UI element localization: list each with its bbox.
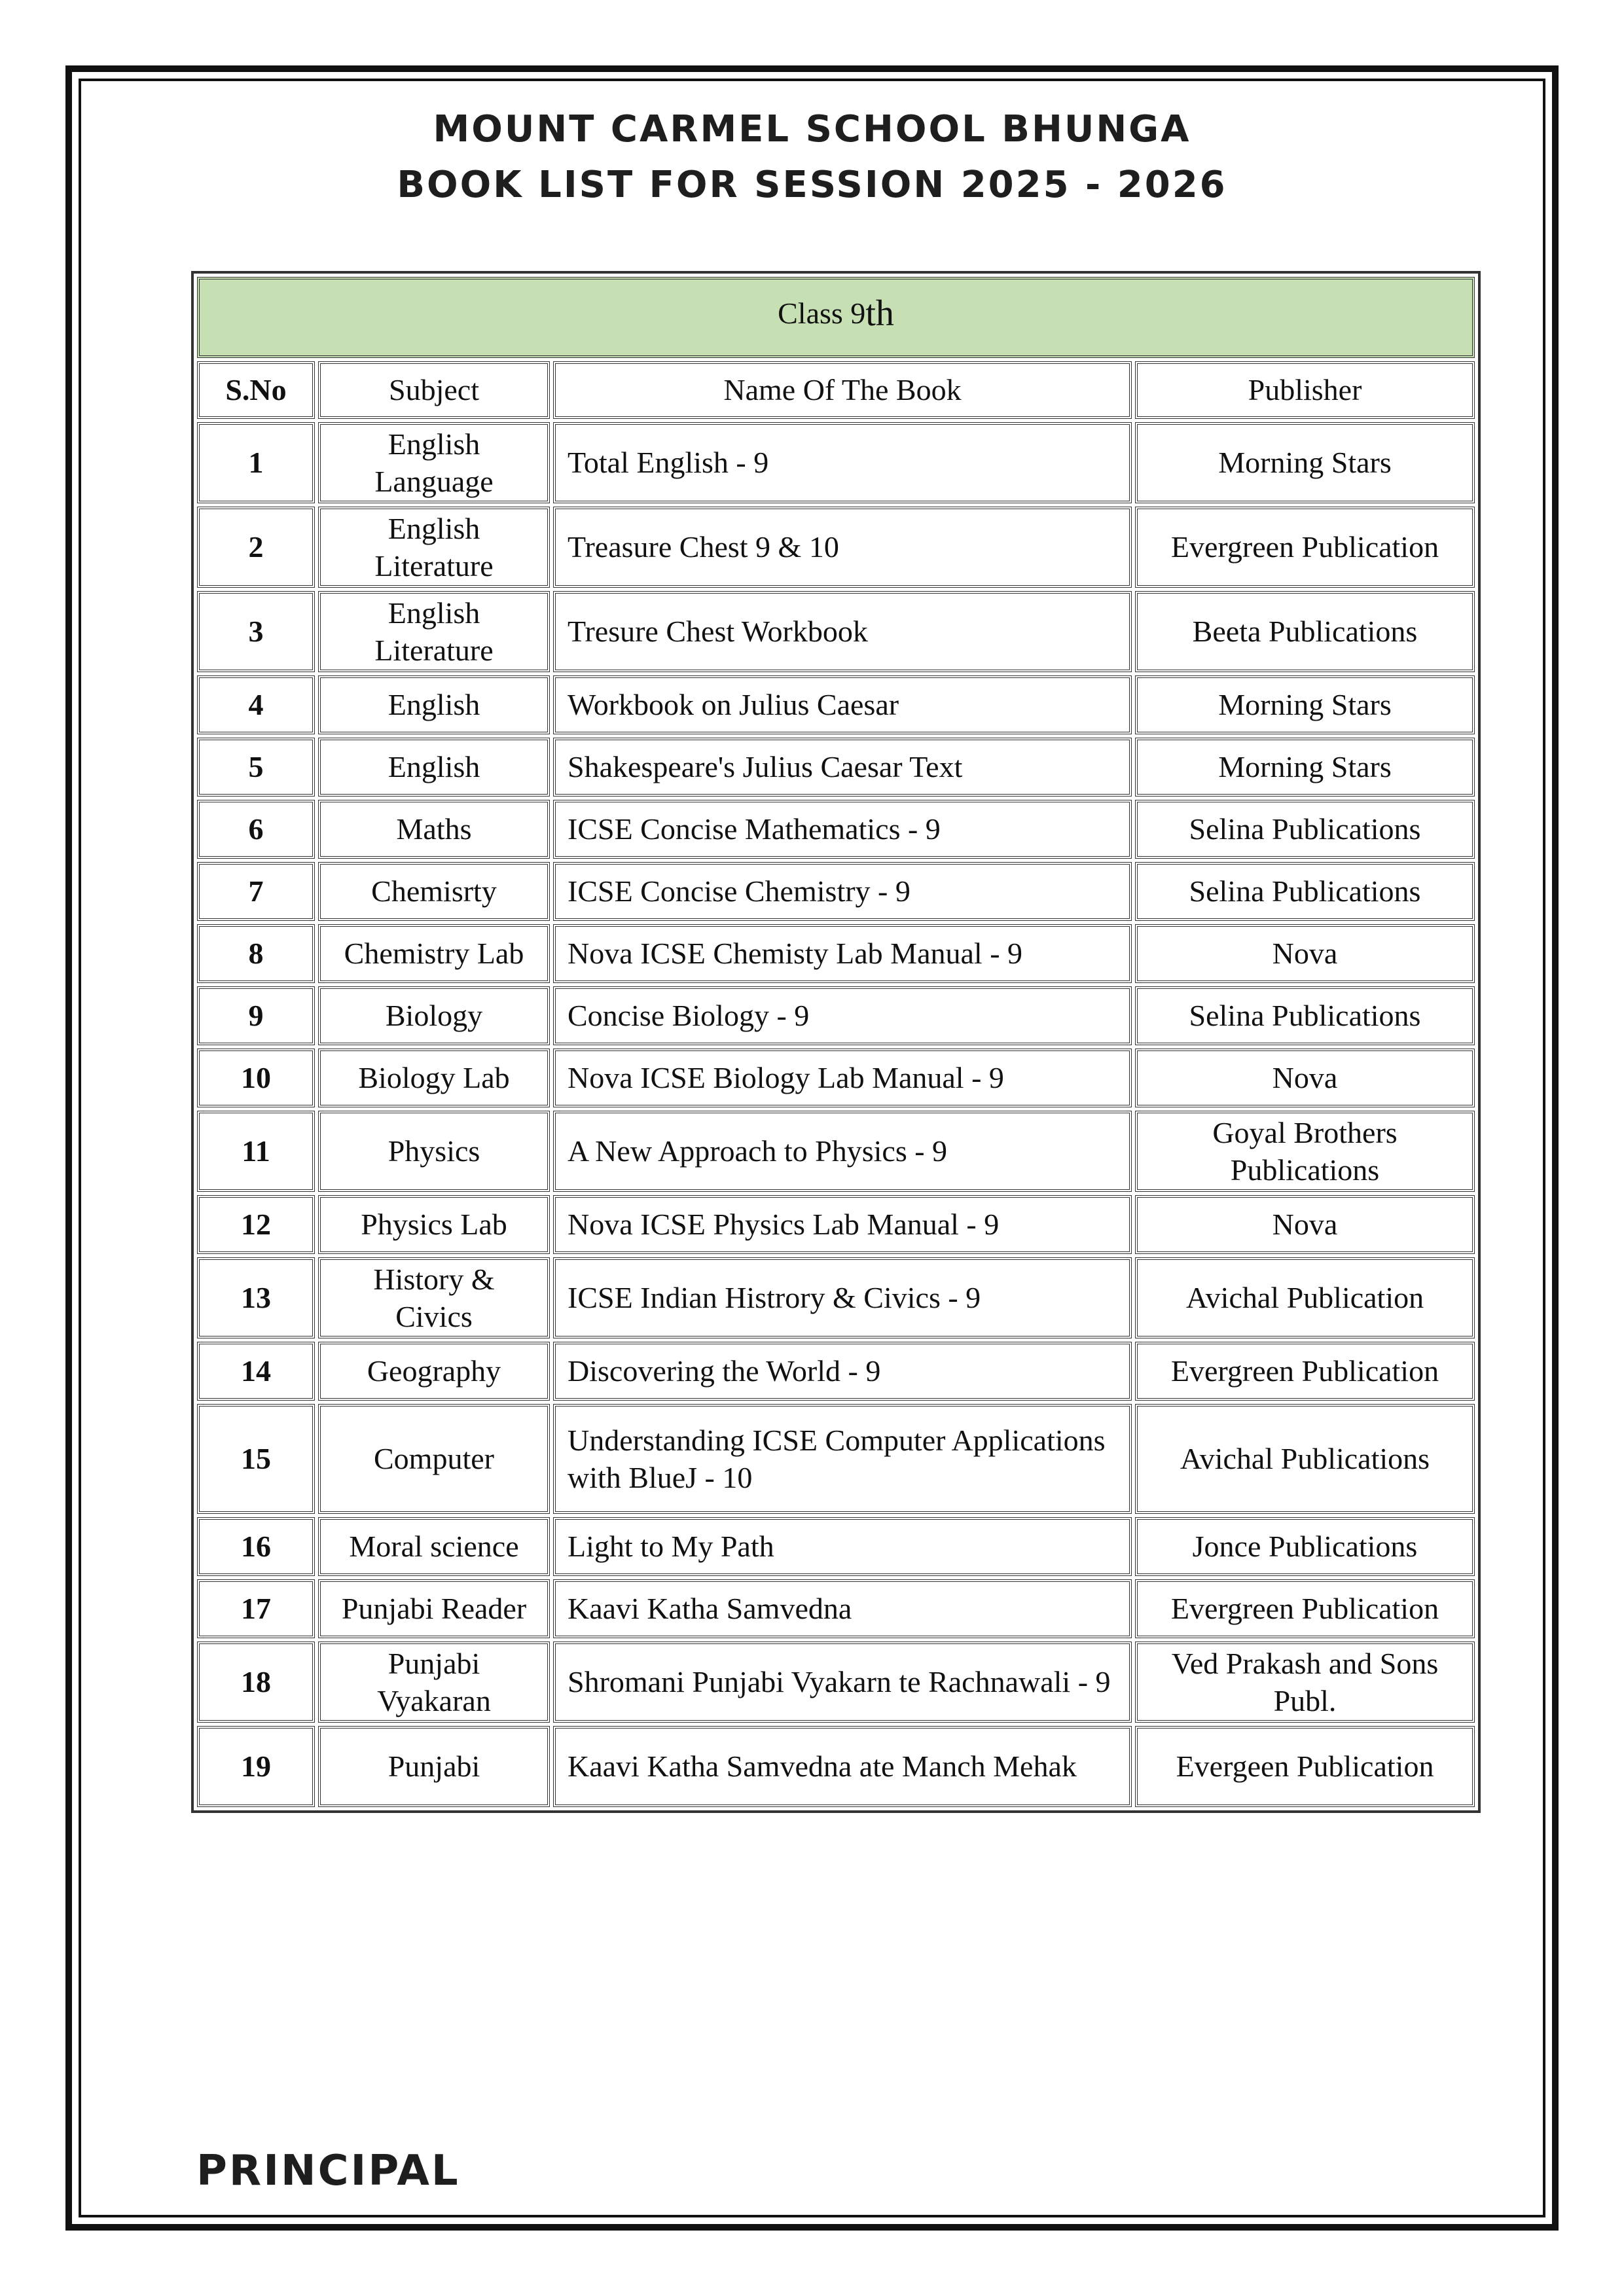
row-subject: English Language <box>318 422 550 503</box>
table-row <box>197 1195 1475 1254</box>
row-subject: Maths <box>318 800 550 859</box>
row-sno: 8 <box>197 924 315 983</box>
class-heading <box>197 277 1475 358</box>
row-subject: Chemisrty <box>318 862 550 921</box>
row-publisher: Nova <box>1135 1049 1475 1107</box>
row-book-name: ICSE Concise Chemistry - 9 <box>553 862 1132 921</box>
row-sno: 4 <box>197 675 315 734</box>
row-publisher: Morning Stars <box>1135 422 1475 503</box>
row-publisher: Selina Publications <box>1135 862 1475 921</box>
row-book-name: Shakespeare's Julius Caesar Text <box>553 738 1132 797</box>
row-subject: Physics Lab <box>318 1195 550 1254</box>
row-book-name: A New Approach to Physics - 9 <box>553 1111 1132 1192</box>
class-header-row <box>197 277 1475 358</box>
table-row <box>197 738 1475 797</box>
row-book-name: Nova ICSE Biology Lab Manual - 9 <box>553 1049 1132 1107</box>
row-publisher: Nova <box>1135 1195 1475 1254</box>
table-row <box>197 1111 1475 1192</box>
row-sno: 16 <box>197 1517 315 1576</box>
table-row <box>197 986 1475 1045</box>
row-subject: Biology Lab <box>318 1049 550 1107</box>
row-sno: 9 <box>197 986 315 1045</box>
row-sno: 12 <box>197 1195 315 1254</box>
row-sno: 2 <box>197 507 315 588</box>
row-subject: Chemistry Lab <box>318 924 550 983</box>
row-publisher: Evergreen Publication <box>1135 507 1475 588</box>
row-subject: Punjabi Vyakaran <box>318 1641 550 1723</box>
table-row <box>197 1579 1475 1638</box>
row-sno: 1 <box>197 422 315 503</box>
table-row <box>197 507 1475 588</box>
row-publisher: Evergeen Publication <box>1135 1726 1475 1807</box>
table-row <box>197 591 1475 672</box>
row-sno: 6 <box>197 800 315 859</box>
row-publisher: Avichal Publication <box>1135 1257 1475 1338</box>
column-header-sno: S.No <box>197 361 315 419</box>
row-subject: Moral science <box>318 1517 550 1576</box>
row-publisher: Evergreen Publication <box>1135 1342 1475 1401</box>
row-publisher: Selina Publications <box>1135 800 1475 859</box>
row-publisher: Selina Publications <box>1135 986 1475 1045</box>
table-row <box>197 1342 1475 1401</box>
column-header-publisher: Publisher <box>1135 361 1475 419</box>
row-publisher: Morning Stars <box>1135 675 1475 734</box>
class-label: Class 9 <box>778 296 866 330</box>
row-sno: 19 <box>197 1726 315 1807</box>
row-book-name: Nova ICSE Physics Lab Manual - 9 <box>553 1195 1132 1254</box>
row-subject: English <box>318 675 550 734</box>
row-subject: Geography <box>318 1342 550 1401</box>
row-book-name: Kaavi Katha Samvedna ate Manch Mehak <box>553 1726 1132 1807</box>
row-publisher: Avichal Publications <box>1135 1404 1475 1514</box>
row-book-name: Shromani Punjabi Vyakarn te Rachnawali - 9 <box>553 1641 1132 1723</box>
row-subject: Computer <box>318 1404 550 1514</box>
table-row <box>197 924 1475 983</box>
row-subject: Biology <box>318 986 550 1045</box>
row-book-name: Understanding ICSE Computer Applications with BlueJ - 10 <box>553 1404 1132 1514</box>
row-sno: 5 <box>197 738 315 797</box>
row-sno: 15 <box>197 1404 315 1514</box>
row-book-name: Total English - 9 <box>553 422 1132 503</box>
row-book-name: Tresure Chest Workbook <box>553 591 1132 672</box>
row-book-name: ICSE Indian Histrory & Civics - 9 <box>553 1257 1132 1338</box>
row-publisher: Beeta Publications <box>1135 591 1475 672</box>
principal-signature-label: PRINCIPAL <box>196 2147 460 2195</box>
row-sno: 14 <box>197 1342 315 1401</box>
column-header-book: Name Of The Book <box>553 361 1132 419</box>
row-subject: Punjabi Reader <box>318 1579 550 1638</box>
row-book-name: ICSE Concise Mathematics - 9 <box>553 800 1132 859</box>
row-sno: 3 <box>197 591 315 672</box>
row-subject: English <box>318 738 550 797</box>
row-publisher: Jonce Publications <box>1135 1517 1475 1576</box>
column-header-subject: Subject <box>318 361 550 419</box>
table-row <box>197 800 1475 859</box>
table-row <box>197 1404 1475 1514</box>
row-book-name: Discovering the World - 9 <box>553 1342 1132 1401</box>
column-header-row <box>197 361 1475 419</box>
table-row <box>197 1726 1475 1807</box>
school-name: MOUNT CARMEL SCHOOL BHUNGA <box>433 108 1191 151</box>
table-row <box>197 1257 1475 1338</box>
row-subject: Punjabi <box>318 1726 550 1807</box>
class-suffix: th <box>865 293 894 334</box>
table-row <box>197 675 1475 734</box>
row-sno: 17 <box>197 1579 315 1638</box>
row-sno: 10 <box>197 1049 315 1107</box>
row-publisher: Evergreen Publication <box>1135 1579 1475 1638</box>
row-subject: English Literature <box>318 507 550 588</box>
row-publisher: Goyal Brothers Publications <box>1135 1111 1475 1192</box>
row-sno: 11 <box>197 1111 315 1192</box>
row-book-name: Workbook on Julius Caesar <box>553 675 1132 734</box>
table-row <box>197 1641 1475 1723</box>
row-book-name: Concise Biology - 9 <box>553 986 1132 1045</box>
row-publisher: Ved Prakash and Sons Publ. <box>1135 1641 1475 1723</box>
row-publisher: Morning Stars <box>1135 738 1475 797</box>
row-subject: English Literature <box>318 591 550 672</box>
table-row <box>197 1049 1475 1107</box>
row-book-name: Light to My Path <box>553 1517 1132 1576</box>
row-book-name: Kaavi Katha Samvedna <box>553 1579 1132 1638</box>
table-row <box>197 1517 1475 1576</box>
row-sno: 18 <box>197 1641 315 1723</box>
table-row <box>197 862 1475 921</box>
book-list-table <box>191 271 1481 1813</box>
book-list-title: BOOK LIST FOR SESSION 2025 - 2026 <box>397 164 1227 206</box>
row-publisher: Nova <box>1135 924 1475 983</box>
table-row <box>197 422 1475 503</box>
row-sno: 7 <box>197 862 315 921</box>
row-book-name: Treasure Chest 9 & 10 <box>553 507 1132 588</box>
row-subject: Physics <box>318 1111 550 1192</box>
row-sno: 13 <box>197 1257 315 1338</box>
row-subject: History & Civics <box>318 1257 550 1338</box>
row-book-name: Nova ICSE Chemisty Lab Manual - 9 <box>553 924 1132 983</box>
